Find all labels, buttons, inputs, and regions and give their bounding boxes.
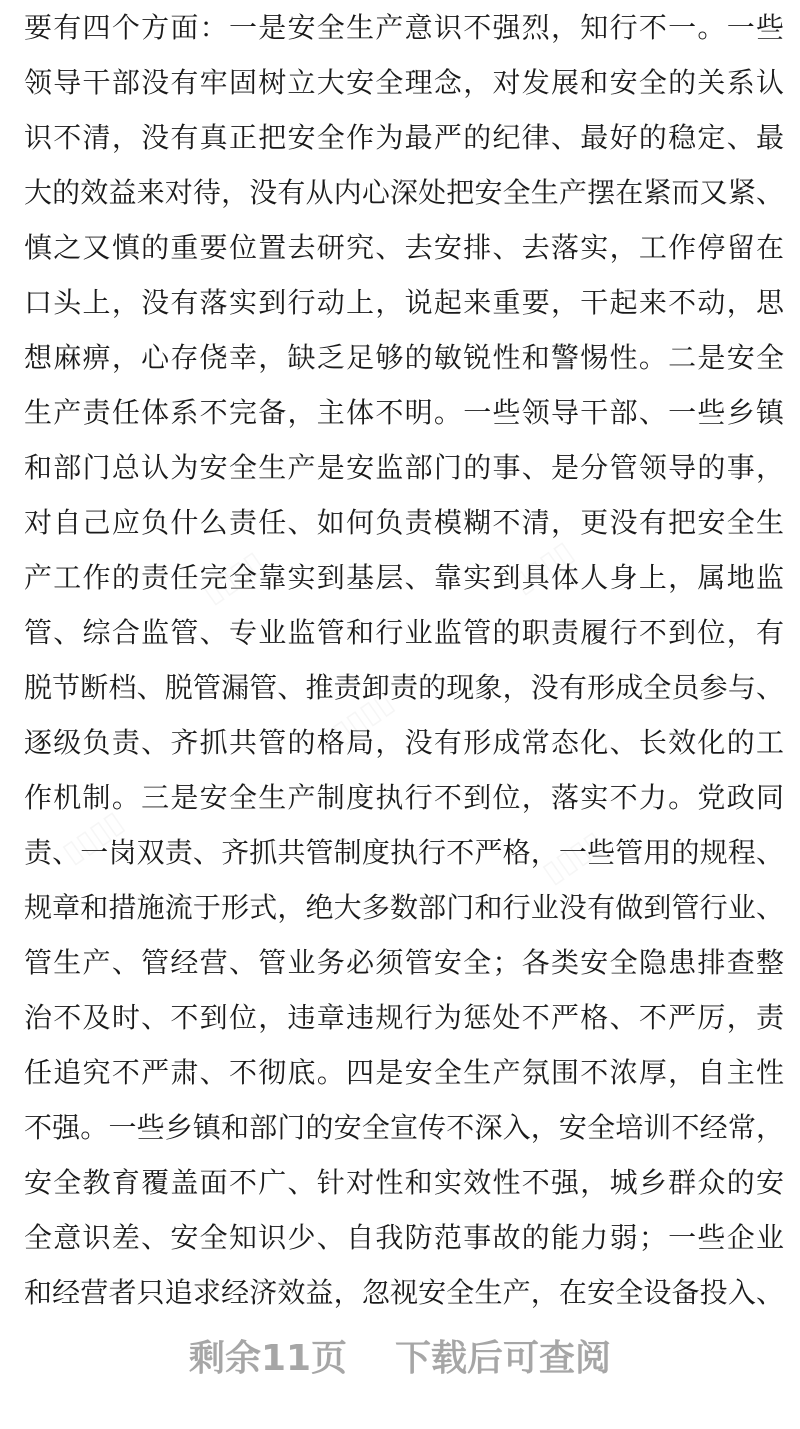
text-line: 慎之又慎的重要位置去研究、去安排、去落实，工作停留在 bbox=[24, 231, 784, 264]
text-line: 作机制。三是安全生产制度执行不到位，落实不力。党政同 bbox=[24, 781, 784, 814]
text-line: 管生产、管经营、管业务必须管安全；各类安全隐患排查整 bbox=[24, 946, 784, 979]
text-line: 产工作的责任完全靠实到基层、靠实到具体人身上，属地监 bbox=[24, 561, 784, 594]
text-line: 安全教育覆盖面不广、针对性和实效性不强，城乡群众的安 bbox=[24, 1166, 784, 1199]
text-line: 领导干部没有牢固树立大安全理念，对发展和安全的关系认 bbox=[24, 66, 784, 99]
text-line: 和部门总认为安全生产是安监部门的事、是分管领导的事， bbox=[24, 451, 784, 484]
text-line: 管、综合监管、专业监管和行业监管的职责履行不到位，有 bbox=[24, 616, 784, 649]
text-line: 责、一岗双责、齐抓共管制度执行不严格，一些管用的规程、 bbox=[24, 836, 784, 869]
text-line: 生产责任体系不完备，主体不明。一些领导干部、一些乡镇 bbox=[24, 396, 784, 429]
download-prompt[interactable] bbox=[0, 1325, 800, 1385]
text-line: 任追究不严肃、不彻底。四是安全生产氛围不浓厚，自主性 bbox=[24, 1056, 784, 1089]
text-line: 大的效益来对待，没有从内心深处把安全生产摆在紧而又紧、 bbox=[24, 176, 784, 209]
download-to-view-label[interactable]: 下载后可查阅 bbox=[395, 1337, 612, 1379]
text-line: 和经营者只追求经济效益，忽视安全生产，在安全设备投入、 bbox=[24, 1276, 784, 1309]
text-line: 想麻痹，心存侥幸，缺乏足够的敏锐性和警惕性。二是安全 bbox=[24, 341, 784, 374]
text-line: 全意识差、安全知识少、自我防范事故的能力弱；一些企业 bbox=[24, 1221, 784, 1254]
text-line: 识不清，没有真正把安全作为最严的纪律、最好的稳定、最 bbox=[24, 121, 784, 154]
text-line: 不强。一些乡镇和部门的安全宣传不深入，安全培训不经常， bbox=[24, 1111, 784, 1144]
text-line: 治不及时、不到位，违章违规行为惩处不严格、不严厉，责 bbox=[24, 1001, 784, 1034]
text-line: 要有四个方面：一是安全生产意识不强烈，知行不一。一些 bbox=[24, 11, 784, 44]
remaining-pages-label[interactable]: 剩余11页 bbox=[188, 1337, 348, 1379]
text-line: 逐级负责、齐抓共管的格局，没有形成常态化、长效化的工 bbox=[24, 726, 784, 759]
text-line: 脱节断档、脱管漏管、推责卸责的现象，没有形成全员参与、 bbox=[24, 671, 784, 704]
text-line: 口头上，没有落实到行动上，说起来重要，干起来不动，思 bbox=[24, 286, 784, 319]
text-line: 规章和措施流于形式，绝大多数部门和行业没有做到管行业、 bbox=[24, 891, 784, 924]
text-line: 对自己应负什么责任、如何负责模糊不清，更没有把安全生 bbox=[24, 506, 784, 539]
document-body bbox=[24, 0, 784, 1320]
